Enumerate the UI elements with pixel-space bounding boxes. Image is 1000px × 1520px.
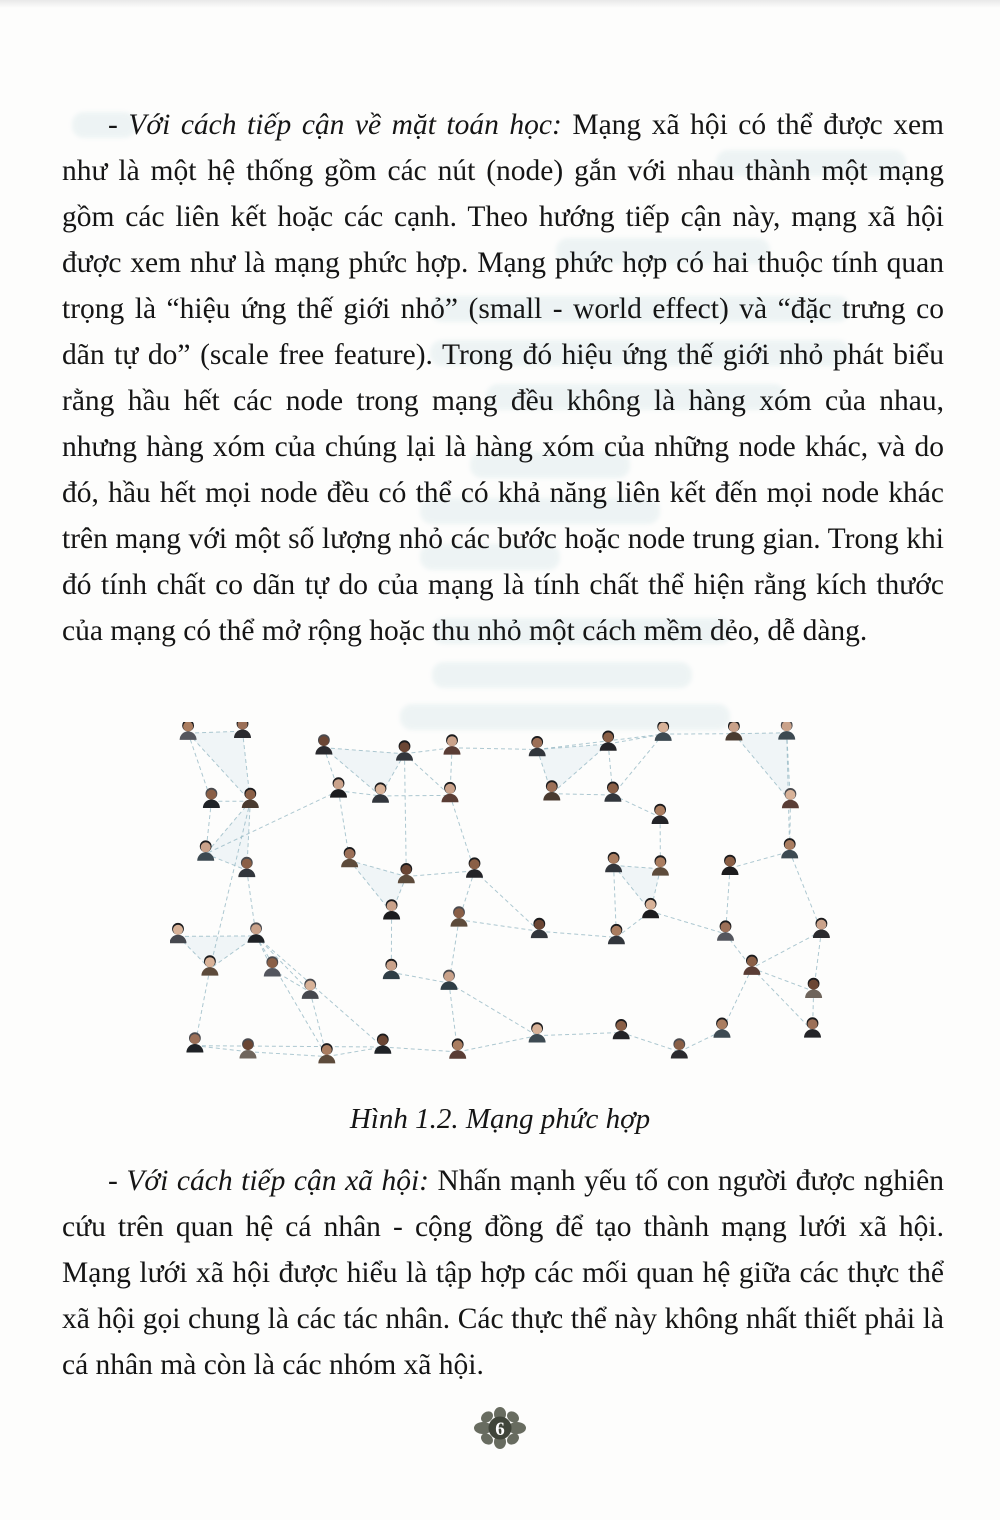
show-through-artifact [432,662,692,688]
page-number: 6 [495,1419,505,1440]
paragraph-social-approach [62,1158,944,1388]
paragraph-body: Nhấn mạnh yếu tố con người được nghiên cứu trên quan hệ cá nhân - cộng đồng để tạo thành mạng lưới xã hội. Mạng lưới xã hội được hiểu là tập hợp các mối quan hệ giữa các thực thể xã hội gọi chung là các tác nhân. Các thực thể này không nhất thiết phải là cá nhân mà còn là các nhóm xã hội. [62,1165,944,1381]
page-footer [0,1406,1000,1450]
figure-caption: Hình 1.2. Mạng phức hợp [349,1103,651,1135]
paragraph-body: Mạng xã hội có thể được xem như là một hệ thống gồm các nút (node) gắn với nhau thành một mạng gồm các liên kết hoặc các cạnh. Theo hướng tiếp cận này, mạng xã hội được xem như là mạng phức hợp. Mạng phức hợp có hai thuộc tính quan trọng là “hiệu ứng thế giới nhỏ” (small - world effect) và “đặc trưng co dãn tự do” (scale free feature). Trong đó hiệu ứng thế giới nhỏ phát biểu rằng hầu hết các node trong mạng đều không là hàng xóm của nhau, nhưng hàng xóm của chúng lại là hàng xóm của những node khác, và do đó, hầu hết mọi node đều có thể có khả năng liên kết đến mọi node khác trên mạng với một số lượng nhỏ các bước hoặc node trung gian. Trong khi đó tính chất co dãn tự do của mạng là tính chất thể hiện rằng kích thước của mạng có thể mở rộng hoặc thu nhỏ một cách mềm dẻo, dễ dàng. [62,109,944,647]
figure-network [170,722,830,1074]
network-illustration [170,722,830,1074]
paragraph-lead: - Với cách tiếp cận xã hội: [108,1165,429,1197]
page-number-ornament [473,1406,527,1450]
paragraph-math-approach [62,102,944,654]
paragraph-lead: - Với cách tiếp cận về mặt toán học: [108,109,562,141]
